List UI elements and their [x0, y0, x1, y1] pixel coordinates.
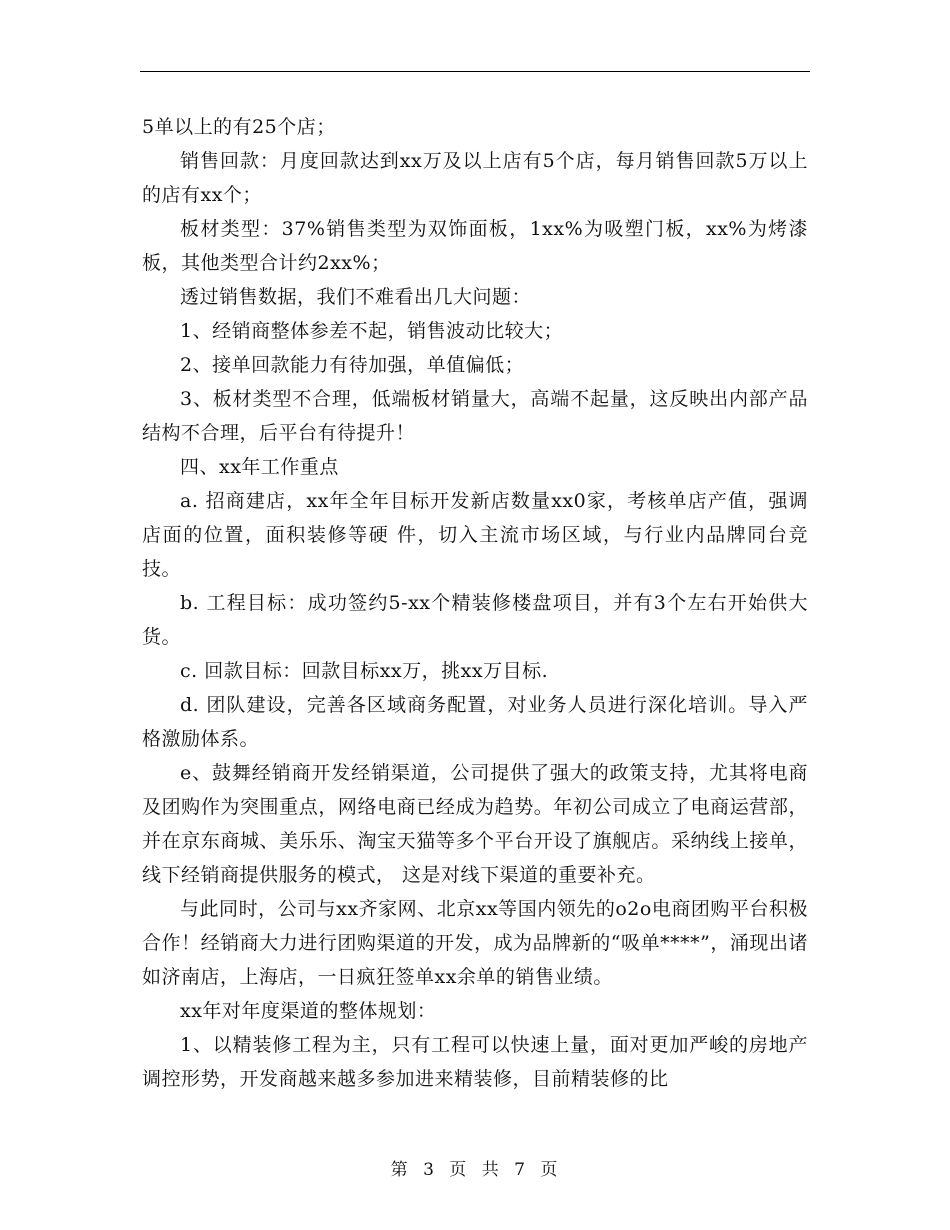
body-paragraph: 2、接单回款能力有待加强，单值偏低；	[180, 354, 525, 376]
body-paragraph: 销售回款：月度回款达到xx万及以上店有5个店，每月销售回款5万以上的店有xx个；	[142, 150, 808, 206]
body-paragraph: 1、以精装修工程为主，只有工程可以快速上量，面对更加严峻的房地产调控形势，开发商越来越多参加进来精装修，目前精装修的比	[142, 1034, 808, 1090]
body-paragraph: e、鼓舞经销商开发经销渠道，公司提供了强大的政策支持，尤其将电商及团购作为突围重点，网络电商已经成为趋势。年初公司成立了电商运营部，并在京东商城、美乐乐、淘宝天猫等多个平台开设了旗舰店。采纳线上接单，线下经销商提供服务的模式， 这是对线下渠道的重要补充。	[142, 762, 808, 886]
body-paragraph: 5单以上的有25个店；	[142, 116, 336, 138]
body-paragraph: 透过销售数据，我们不难看出几大问题：	[180, 286, 532, 308]
body-paragraph: d. 团队建设，完善各区域商务配置，对业务人员进行深化培训。导入严格激励体系。	[142, 694, 808, 750]
body-paragraph: 3、板材类型不合理，低端板材销量大，高端不起量，这反映出内部产品结构不合理，后平台有待提升！	[142, 388, 808, 444]
body-paragraph: a. 招商建店，xx年全年目标开发新店数量xx0家，考核单店产值，强调店面的位置，面积装修等硬 件，切入主流市场区域，与行业内品牌同台竞技。	[142, 490, 808, 580]
body-paragraph: 板材类型：37%销售类型为双饰面板，1xx%为吸塑门板，xx%为烤漆板，其他类型合计约2xx%；	[142, 218, 808, 274]
body-paragraph: 四、xx年工作重点	[180, 456, 339, 478]
header-rule	[140, 71, 810, 72]
body-paragraph: xx年对年度渠道的整体规划：	[180, 1000, 437, 1022]
body-paragraph: c. 回款目标：回款目标xx万，挑xx万目标.	[180, 660, 549, 682]
page-footer: 第 3 页 共 7 页	[390, 1160, 560, 1180]
body-paragraph: 与此同时，公司与xx齐家网、北京xx等国内领先的o2o电商团购平台积极合作！经销商大力进行团购渠道的开发，成为品牌新的“吸单****”，涌现出诸如济南店，上海店，一日疯狂签单xx余单的销售业绩。	[142, 898, 808, 988]
document-body	[142, 110, 808, 1096]
body-paragraph: b. 工程目标：成功签约5-xx个精装修楼盘项目，并有3个左右开始供大货。	[142, 592, 808, 648]
body-paragraph: 1、经销商整体参差不起，销售波动比较大；	[180, 320, 564, 342]
